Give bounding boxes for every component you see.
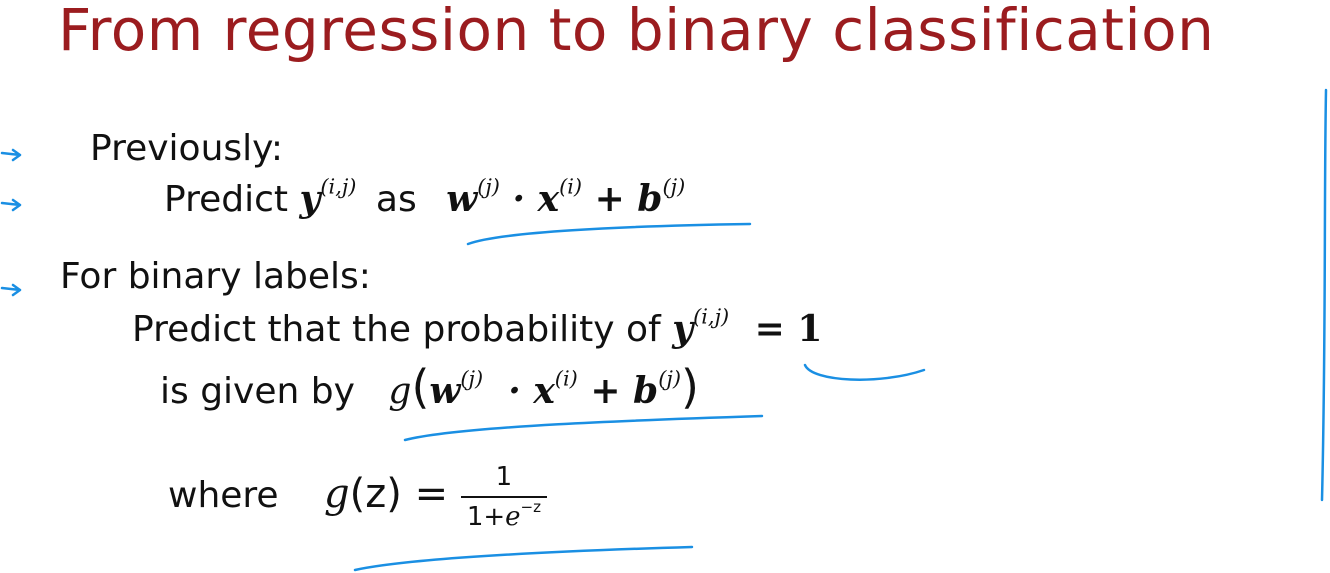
- y-symbol-binary: $y^{(i,j)}$: [672, 304, 730, 350]
- sigmoid-expression: $g(w^{(j)} \cdot x^{(i)} + b^{(j)})$: [388, 360, 699, 414]
- underline-stroke: [355, 547, 692, 570]
- arrow-icon: [2, 150, 20, 160]
- underline-stroke: [405, 416, 762, 440]
- arrow-icon: [2, 200, 20, 210]
- linear-expression: $w^{(j)} \cdot x^{(i)} + b^{(j)}$: [446, 174, 686, 220]
- fraction-denominator: $1+e^{-z}$: [461, 496, 547, 532]
- arrow-icon: [2, 285, 20, 295]
- binary-label: For binary labels:: [60, 256, 371, 297]
- y-symbol: $y^{(i,j)}$: [299, 174, 357, 220]
- fraction-numerator: 1: [495, 462, 513, 492]
- probability-text: Predict that the probability of: [132, 309, 661, 350]
- previously-label: Previously:: [90, 128, 283, 169]
- sigmoid-definition: g(z) =: [324, 471, 449, 517]
- predict-word: Predict: [164, 179, 288, 220]
- equals-one: = 1: [754, 308, 823, 350]
- as-word: as: [375, 179, 417, 220]
- slide-title: From regression to binary classification: [58, 0, 1215, 64]
- edge-mark: [1322, 90, 1326, 500]
- underline-stroke: [468, 224, 750, 244]
- given-by-text: is given by: [160, 371, 355, 412]
- where-word: where: [168, 475, 279, 516]
- underline-stroke: [805, 365, 924, 380]
